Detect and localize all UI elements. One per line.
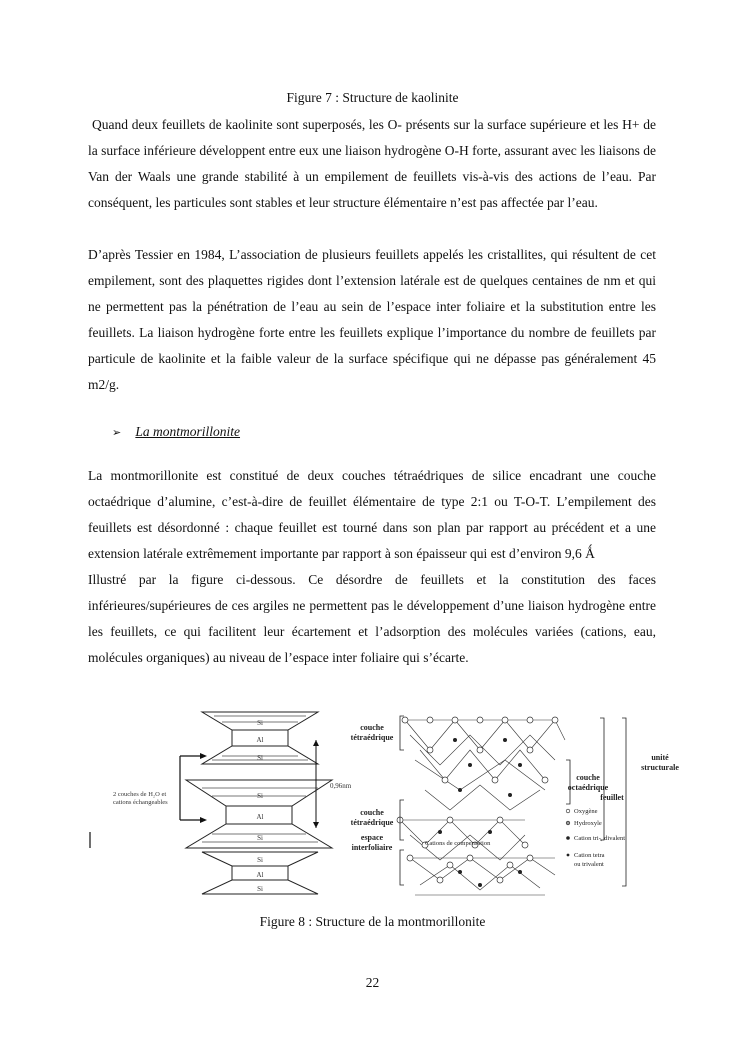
label-interlayer-space: interfoliaire xyxy=(351,843,393,852)
arrow-bullet-icon: ➢ xyxy=(112,427,122,439)
page-number: 22 xyxy=(365,975,380,990)
label-feuillet: feuillet xyxy=(600,793,624,802)
layer-label: Al xyxy=(256,736,264,744)
figure-8-diagram xyxy=(0,700,745,910)
legend-item: Cation tetra xyxy=(574,852,605,859)
layer-label: Si xyxy=(257,792,263,800)
water-cations-label: cations échangeables xyxy=(113,799,168,806)
paragraph-montmorillonite-disorder: Illustré par la figure ci-dessous. Ce désordre de feuillets et la constitution des faces inférieures/supérieures de ces argiles ne permettent pas le développement d’une liaison hydrogène entre les feuillets, ce qui facilitent leur écartement et l’adsorption des molécules variées (cations, eau, molécules organiques) au niveau de l’espace inter foliaire qui s’écarte. xyxy=(88,572,656,665)
legend-item: Hydroxyle xyxy=(574,820,602,827)
layer-label: Si xyxy=(257,719,263,727)
legend-item: Oxygène xyxy=(574,808,598,815)
label-interlayer-space: espace xyxy=(360,833,384,842)
layer-label: Al xyxy=(256,871,264,879)
atomic-structure-diagram xyxy=(400,720,565,895)
paragraph-tessier: D’après Tessier en 1984, L’association de plusieurs feuillets appelés les cristallites, qui résultent de cet empilement, sont des plaquettes rigides dont l’extension latérale est de quelques centaines de nm et qui ne permettent pas la pénétration de l’eau au sein de l’espace inter foliaire et la substitution entre les feuillets. La liaison hydrogène forte entre les feuillets explique l’importance du nombre de feuillets par particule de kaolinite et la faible valeur de la surface spécifique qui ne dépasse pas généralement 45 m2/g. xyxy=(88,247,656,392)
section-heading-text: La montmorillonite xyxy=(135,424,241,439)
label-structural-unit: structurale xyxy=(641,763,679,772)
paragraph-montmorillonite-structure: La montmorillonite est constitué de deux couches tétraédriques de silice encadrant une couche octaédrique d’alumine, c’est-à-dire de feuillet élémentaire de type 2:1 ou T-O-T. L’empilement des feuillets est désordonné : chaque feuillet est tourné dans son plan par rapport au précédent et a une extension latérale extrêmement importante par rapport à son épaisseur qui est d’environ 9,6 Ǻ xyxy=(88,468,656,561)
label-octahedral-layer: octaédrique xyxy=(567,783,609,792)
label-structural-unit: unité xyxy=(651,753,669,762)
layer-label: Al xyxy=(256,813,264,821)
water-cations-label: 2 couches de H₂O et xyxy=(113,791,167,798)
label-compensation-cations: Cations de compensation xyxy=(425,840,491,847)
layer-label: Si xyxy=(257,754,263,762)
legend-item: Cation tri-, divalent xyxy=(574,835,626,842)
spacing-label: 0,96nm xyxy=(330,782,352,790)
layer-label: Si xyxy=(257,885,263,893)
layer-label: Si xyxy=(257,834,263,842)
section-heading-montmorillonite xyxy=(112,424,240,440)
label-tetrahedral-layer: couche xyxy=(360,808,384,817)
figure-7-caption: Figure 7 : Structure de kaolinite xyxy=(286,90,459,105)
paragraph-kaolinite-bonding: Quand deux feuillets de kaolinite sont superposés, les O- présents sur la surface supérieure et les H+ de la surface inférieure développent entre eux une liaison hydrogène O-H forte, assurant avec les liaisons de Van der Waals une grande stabilité à un empilement de feuillets vis-à-vis des actions de l’eau. Par conséquent, les particules sont stables et leur structure élémentaire n’est pas affectée par l’eau. xyxy=(88,117,656,210)
label-octahedral-layer: couche xyxy=(576,773,600,782)
label-tetrahedral-layer: tétraédrique xyxy=(350,818,394,827)
legend-item: ou trivalent xyxy=(574,861,604,868)
label-tetrahedral-layer: tétraédrique xyxy=(350,733,394,742)
layer-label: Si xyxy=(257,856,263,864)
label-tetrahedral-layer: couche xyxy=(360,723,384,732)
figure-8-caption: Figure 8 : Structure de la montmorillonite xyxy=(259,914,486,929)
